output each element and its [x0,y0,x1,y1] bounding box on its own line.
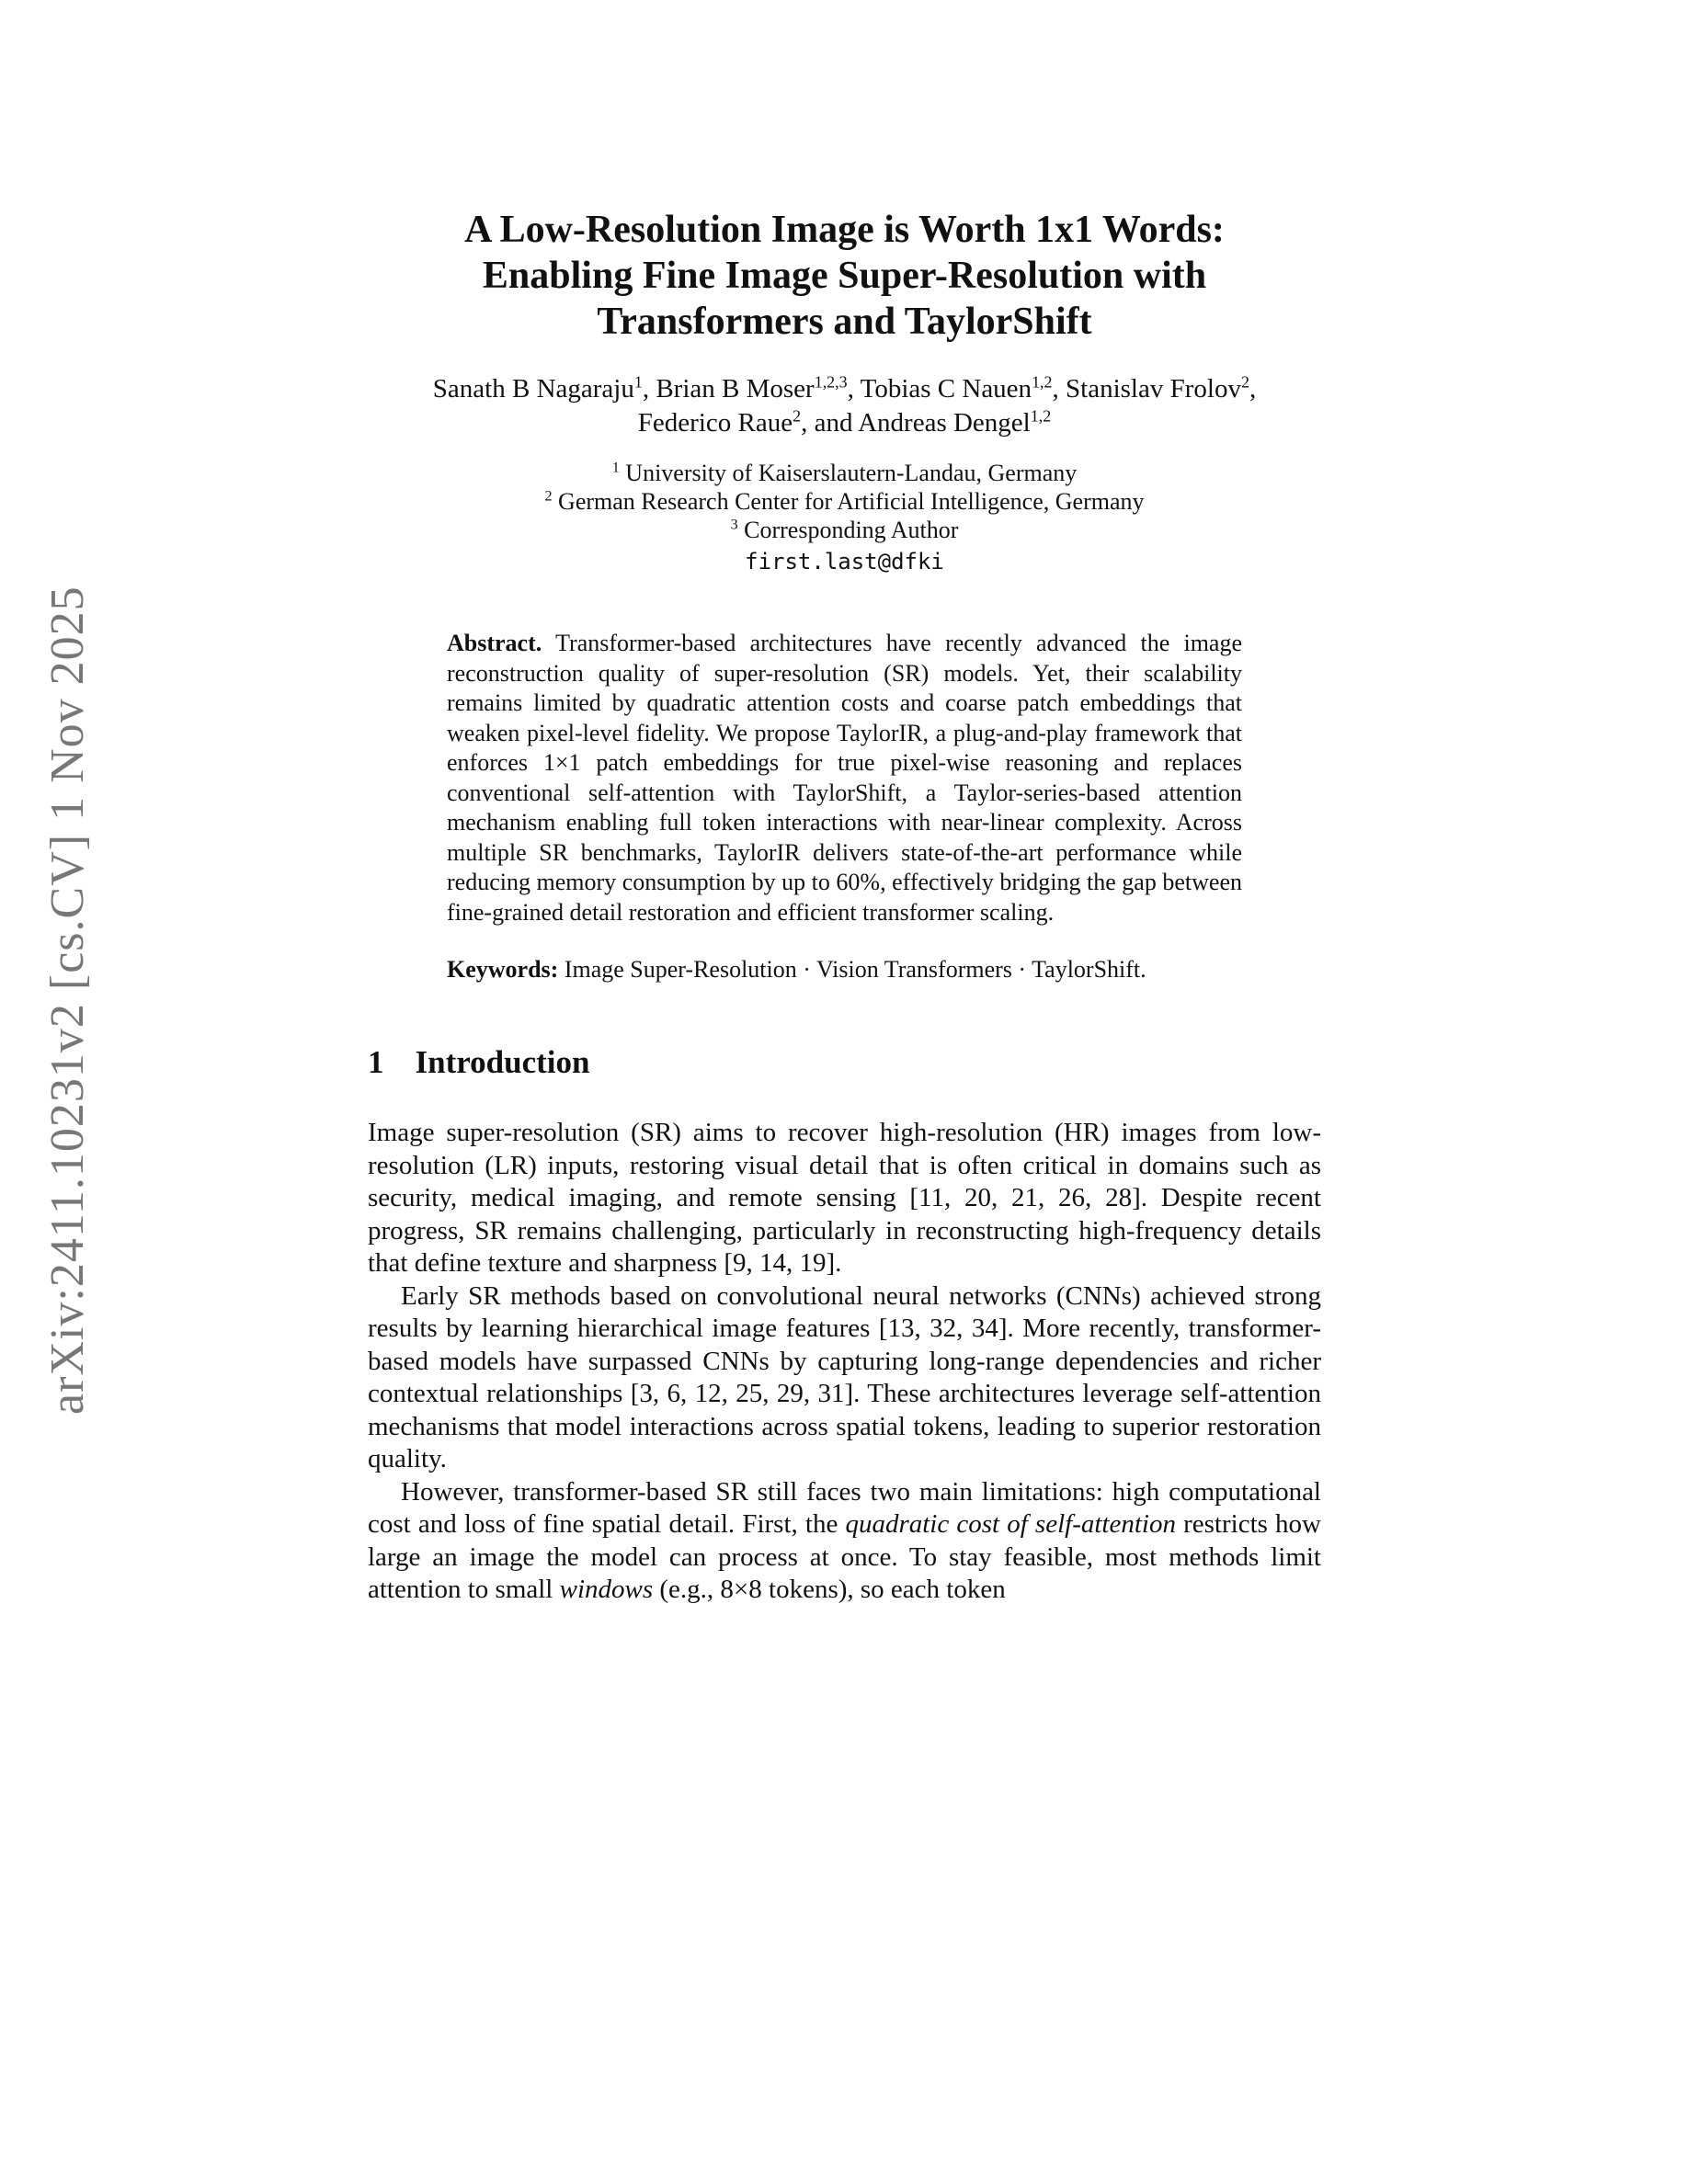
author-name-2: Brian B Moser [656,374,815,404]
affiliation-1 [368,459,1321,487]
title-line-3: Transformers and TaylorShift [597,301,1092,343]
author-sep-5: , and [801,408,859,438]
intro-paragraph-2: Early SR methods based on convolutional neural networks (CNNs) achieved strong results by learning hierarchical image features [13, 32, 34]. More recently, transformer-based models have surpassed CNNs by capturing long-range dependencies and richer contextual relationships [3, 6, 12, 25, 29, 31]. These architectures leverage self-attention mechanisms that model interactions across spatial tokens, leading to superior restoration quality. [368,1280,1321,1473]
intro-paragraph-3-part-2: restricts how large an image the model can process at once. To stay feasible, most methods limit attention to small [368,1509,1321,1604]
affiliation-text-2: German Research Center for Artificial Intelligence, Germany [558,488,1145,515]
author-line-1 [368,372,1321,406]
title-line-1: A Low-Resolution Image is Worth 1x1 Words: [464,209,1225,251]
author-sup-5: 2 [793,406,802,426]
author-sep-4: , [1249,374,1257,404]
author-sup-4: 2 [1240,372,1249,392]
intro-paragraph-3-part-1: However, transformer-based SR still faces two main limitations: high computational cost and loss of fine spatial detail. First, the [368,1476,1321,1539]
author-name-4: Stanislav Frolov [1066,374,1241,404]
author-name-6: Andreas Dengel [858,408,1031,438]
section-number: 1 [368,1044,384,1080]
affiliation-sup-3: 3 [730,517,738,533]
affiliation-3 [368,516,1321,544]
abstract [447,629,1242,927]
author-sep-2: , [847,374,861,404]
author-sep-3: , [1052,374,1066,404]
intro-paragraph-3 [368,1476,1321,1607]
author-name-5: Federico Raue [637,408,793,438]
author-line-2 [368,406,1321,440]
author-name-1: Sanath B Nagaraju [432,374,634,404]
author-sup-1: 1 [633,372,643,392]
contact-email: first.last@dfki [745,549,944,574]
introduction-body [368,1117,1321,1607]
section-title: Introduction [415,1044,590,1080]
title-line-2: Enabling Fine Image Super-Resolution with [482,255,1207,297]
affiliation-2 [368,487,1321,516]
keywords [447,955,1242,984]
author-sup-3: 1,2 [1032,372,1053,392]
author-list [368,372,1321,440]
author-name-3: Tobias C Nauen [860,374,1032,404]
paper-content [368,0,1321,1607]
affiliation-text-3: Corresponding Author [744,517,959,543]
keywords-label: Keywords: [447,956,559,983]
section-heading-introduction [368,1043,1321,1082]
intro-paragraph-3-italic-2: windows [559,1575,654,1604]
affiliation-sup-2: 2 [544,488,553,505]
author-sep-1: , [642,374,656,404]
paper-title [368,207,1321,345]
affiliation-text-1: University of Kaiserslautern-Landau, Germany [625,460,1078,486]
affiliation-list [368,459,1321,575]
keywords-text: Image Super-Resolution · Vision Transformers · TaylorShift. [564,956,1146,983]
intro-paragraph-3-part-3: (e.g., 8×8 tokens), so each token [653,1575,1006,1604]
author-sup-2: 1,2,3 [814,372,848,392]
abstract-label: Abstract. [447,630,542,656]
affiliation-sup-1: 1 [611,460,620,476]
intro-paragraph-1: Image super-resolution (SR) aims to recover high-resolution (HR) images from low-resolution (LR) inputs, restoring visual detail that is often critical in domains such as security, medical imaging, and remote sensing [11, 20, 21, 26, 28]. Despite recent progress, SR remains challenging, particularly in reconstructing high-frequency details that define texture and sharpness [9, 14, 19]. [368,1118,1321,1278]
intro-paragraph-3-italic-1: quadratic cost of self-attention [845,1509,1176,1539]
abstract-text: Transformer-based architectures have recently advanced the image reconstruction quality of super-resolution (SR) models. Yet, their scalability remains limited by quadratic attention costs and coarse patch embeddings that weaken pixel-level fidelity. We propose TaylorIR, a plug-and-play framework that enforces 1×1 patch embeddings for true pixel-wise reasoning and replaces conventional self-attention with TaylorShift, a Taylor-series-based attention mechanism enabling full token interactions with near-linear complexity. Across multiple SR benchmarks, TaylorIR delivers state-of-the-art performance while reducing memory consumption by up to 60%, effectively bridging the gap between fine-grained detail restoration and efficient transformer scaling. [447,630,1243,926]
arxiv-watermark: arXiv:2411.10231v2 [cs.CV] 1 Nov 2025 [41,586,94,1415]
author-sup-6: 1,2 [1030,406,1052,426]
